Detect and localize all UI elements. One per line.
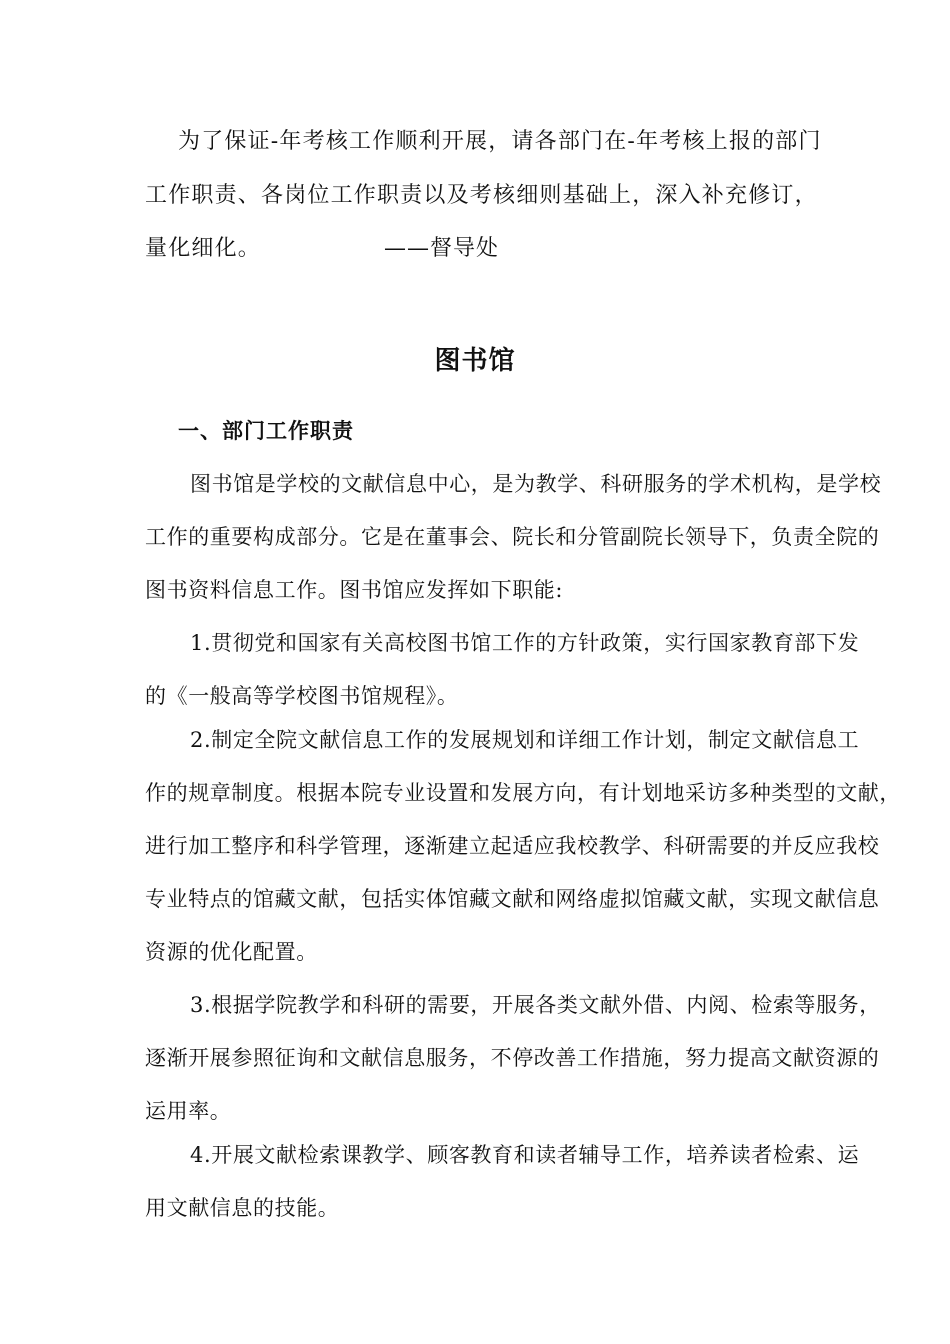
- item-1-line-2: 的《一般高等学校图书馆规程》。: [145, 684, 459, 708]
- item-4-line-1: 4.开展文献检索课教学、顾客教育和读者辅导工作，培养读者检索、运: [190, 1143, 860, 1167]
- item-4-line-2: 用文献信息的技能。: [145, 1196, 340, 1220]
- item-2-line-5: 资源的优化配置。: [145, 940, 318, 964]
- item-2-line-4: 专业特点的馆藏文献，包括实体馆藏文献和网络虚拟馆藏文献，实现文献信息: [145, 887, 880, 911]
- paragraph-line-3: 图书资料信息工作。图书馆应发挥如下职能:: [145, 578, 564, 602]
- intro-line-2: 工作职责、各岗位工作职责以及考核细则基础上，深入补充修订，: [145, 183, 818, 208]
- item-2-line-3: 进行加工整序和科学管理，逐渐建立起适应我校教学、科研需要的并反应我校: [145, 834, 880, 858]
- intro-line-1: 为了保证-年考核工作顺利开展，请各部门在-年考核上报的部门: [178, 129, 822, 154]
- item-3-line-2: 逐渐开展参照征询和文献信息服务，不停改善工作措施，努力提高文献资源的: [145, 1046, 880, 1070]
- section-heading: 一、部门工作职责: [178, 418, 354, 443]
- item-2-line-1: 2.制定全院文献信息工作的发展规划和详细工作计划，制定文献信息工: [190, 728, 860, 752]
- item-2-line-2: 作的规章制度。根据本院专业设置和发展方向，有计划地采访多种类型的文献，: [145, 781, 901, 805]
- paragraph-line-2: 工作的重要构成部分。它是在董事会、院长和分管副院长领导下，负责全院的: [145, 525, 880, 549]
- item-1-line-1: 1.贯彻党和国家有关高校图书馆工作的方针政策，实行国家教育部下发: [190, 631, 860, 655]
- page-title: 图书馆: [434, 346, 516, 376]
- item-3-line-3: 运用率。: [145, 1099, 232, 1123]
- intro-signature: ——督导处: [384, 236, 500, 261]
- item-3-line-1: 3.根据学院教学和科研的需要，开展各类文献外借、内阅、检索等服务，: [190, 993, 881, 1017]
- paragraph-line-1: 图书馆是学校的文献信息中心，是为教学、科研服务的学术机构，是学校: [190, 472, 882, 496]
- intro-line-3: 量化细化。: [145, 236, 262, 261]
